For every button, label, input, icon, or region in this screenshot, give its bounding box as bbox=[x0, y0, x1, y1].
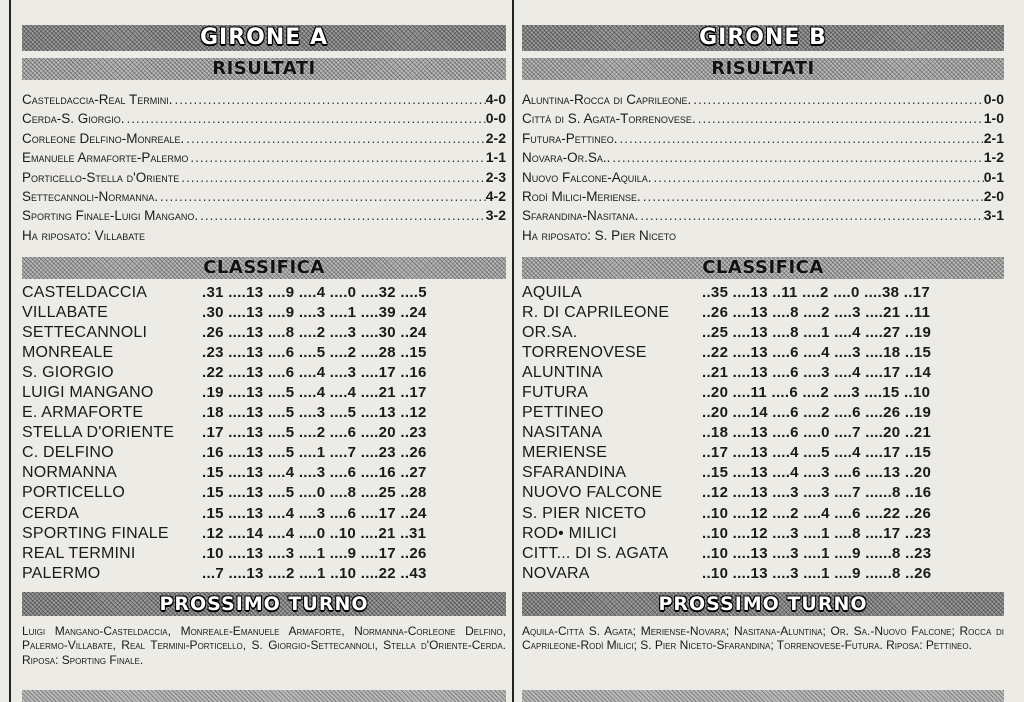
result-row: Rodì Milici-Meriense. ..... 2-0 bbox=[522, 187, 1004, 206]
standings-row: MONREALE .23 ....13 ....6 ....5 ....2 ....28 ..15 bbox=[22, 344, 427, 362]
standings-row: NORMANNA .15 ....13 ....4 ....3 ....6 ....16 ..27 bbox=[22, 464, 427, 482]
group-b-title-bar bbox=[522, 25, 1004, 51]
group-b-next-header: PROSSIMO TURNO bbox=[658, 593, 868, 615]
result-row: Settecannoli-Normanna. ..... 4-2 bbox=[22, 187, 506, 206]
center-rule bbox=[512, 0, 514, 702]
standings-row: TORRENOVESE ..22 ....13 ....6 ....4 ....3 ....18 ..15 bbox=[522, 344, 932, 362]
left-rule bbox=[9, 0, 11, 702]
group-a-standings-header: CLASSIFICA bbox=[203, 257, 325, 278]
group-b-rest-note: Ha riposato: S. Pier Niceto bbox=[522, 227, 677, 243]
result-row: Porticello-Stella d'Oriente ..... 2-3 bbox=[22, 168, 506, 187]
standings-row: AQUILA ..35 ....13 ..11 ....2 ....0 ....38 ..17 bbox=[522, 284, 930, 301]
standings-row: MERIENSE ..17 ....13 ....4 ....5 ....4 ....17 ..15 bbox=[522, 444, 932, 462]
group-a-next-round: Luigi Mangano-Casteldaccia, Monreale-Emanuele Armaforte, Normanna-Corleone Delfino, Palermo-Villabate, Real Termini-Porticello, S. Giorgio-Settecannoli, Stella d'Oriente-Cerda. Riposa: Sporting Finale. bbox=[22, 624, 506, 667]
standings-row: PETTINEO ..20 ....14 ....6 ....2 ....6 ....26 ..19 bbox=[522, 404, 932, 422]
result-row: Futura-Pettineo. ..... 2-1 bbox=[522, 129, 1004, 148]
group-a-results-bar bbox=[22, 58, 506, 80]
result-row: Città di S. Agata-Torrenovese. ..... 1-0 bbox=[522, 109, 1004, 128]
standings-row: NUOVO FALCONE ..12 ....13 ....3 ....3 ....7 ......8 ..16 bbox=[522, 484, 932, 502]
group-a-standings bbox=[22, 283, 506, 584]
standings-row: PORTICELLO .15 ....13 ....5 ....0 ....8 ....25 ..28 bbox=[22, 484, 427, 502]
standings-row: E. ARMAFORTE .18 ....13 ....5 ....3 ....5 ....13 ..12 bbox=[22, 404, 427, 422]
result-row: Sporting Finale-Luigi Mangano. ..... 3-2 bbox=[22, 206, 506, 225]
standings-row: REAL TERMINI .10 ....13 ....3 ....1 ....9 ....17 ..26 bbox=[22, 544, 427, 562]
group-b-next-round: Aquila-Città S. Agata; Meriense-Novara; Nasitana-Aluntina; Or. Sa.-Nuovo Falcone; Rocca di Caprileone-Rodì Milici; S. Pier Niceto-Sfarandina; Torrenovese-Futura. Riposa: Pettineo. bbox=[522, 624, 1004, 653]
standings-row: PALERMO ...7 ....13 ....2 ....1 ..10 ....22 ..43 bbox=[22, 564, 427, 582]
group-b-results-bar bbox=[522, 58, 1004, 80]
standings-row: SETTECANNOLI .26 ....13 ....8 ....2 ....3 ....30 ..24 bbox=[22, 324, 427, 342]
standings-row: CERDA .15 ....13 ....4 ....3 ....6 ....17 ..24 bbox=[22, 504, 427, 522]
standings-row: ROD• MILICI ..10 ....12 ....3 ....1 ....8 ....17 ..23 bbox=[522, 524, 932, 542]
result-row: Cerda-S. Giorgio. ..... 0-0 bbox=[22, 109, 506, 128]
standings-row: STELLA D'ORIENTE .17 ....13 ....5 ....2 ....6 ....20 ..23 bbox=[22, 424, 427, 442]
result-row: Emanuele Armaforte-Palermo ..... 1-1 bbox=[22, 148, 506, 167]
standings-row: S. GIORGIO .22 ....13 ....6 ....4 ....3 ....17 ..16 bbox=[22, 364, 427, 382]
group-a-column bbox=[22, 0, 506, 702]
group-a-results-header: RISULTATI bbox=[212, 58, 316, 79]
group-a-title: GIRONE A bbox=[199, 25, 328, 50]
result-row: Sfarandina-Nasitana. ..... 3-1 bbox=[522, 206, 1004, 225]
group-b-results-header: RISULTATI bbox=[711, 58, 815, 79]
result-row: Corleone Delfino-Monreale. ..... 2-2 bbox=[22, 129, 506, 148]
group-b-column bbox=[522, 0, 1004, 702]
standings-row: CITT... DI S. AGATA ..10 ....13 ....3 ....1 ....9 ......8 ..23 bbox=[522, 544, 932, 562]
result-row: Nuovo Falcone-Aquila. ..... 0-1 bbox=[522, 168, 1004, 187]
result-row: Casteldaccia-Real Termini. ..... 4-0 bbox=[22, 90, 506, 109]
standings-row: R. DI CAPRILEONE ..26 ....13 ....8 ....2 ....3 ....21 ..11 bbox=[522, 304, 931, 322]
group-a-results bbox=[22, 90, 506, 245]
group-b-next-bar bbox=[522, 592, 1004, 616]
standings-row: CASTELDACCIA .31 ....13 ....9 ....4 ....0 ....32 ....5 bbox=[22, 284, 427, 301]
group-b-standings-header: CLASSIFICA bbox=[702, 257, 824, 278]
standings-row: ALUNTINA ..21 ....13 ....6 ....3 ....4 ....17 ..14 bbox=[522, 364, 932, 382]
group-a-next-bar bbox=[22, 592, 506, 616]
group-b-results bbox=[522, 90, 1004, 245]
standings-row: NOVARA ..10 ....13 ....3 ....1 ....9 ......8 ..26 bbox=[522, 564, 932, 582]
group-a-rest-note: Ha riposato: Villabate bbox=[22, 227, 146, 243]
standings-row: LUIGI MANGANO .19 ....13 ....5 ....4 ....4 ....21 ..17 bbox=[22, 384, 427, 402]
standings-row: OR.SA. ..25 ....13 ....8 ....1 ....4 ....27 ..19 bbox=[522, 324, 932, 342]
standings-row: VILLABATE .30 ....13 ....9 ....3 ....1 ....39 ..24 bbox=[22, 304, 427, 322]
standings-row: NASITANA ..18 ....13 ....6 ....0 ....7 ....20 ..21 bbox=[522, 424, 932, 442]
group-b-title: GIRONE B bbox=[699, 25, 827, 50]
standings-row: FUTURA ..20 ....11 ....6 ....2 ....3 ....15 ..10 bbox=[522, 384, 931, 402]
result-row: Aluntina-Rocca di Caprileone. ..... 0-0 bbox=[522, 90, 1004, 109]
standings-row: SFARANDINA ..15 ....13 ....4 ....3 ....6 ....13 ..20 bbox=[522, 464, 932, 482]
group-a-standings-bar bbox=[22, 257, 506, 279]
standings-row: C. DELFINO .16 ....13 ....5 ....1 ....7 ....23 ..26 bbox=[22, 444, 427, 462]
result-row: Novara-Or.Sa.. ..... 1-2 bbox=[522, 148, 1004, 167]
group-b-standings bbox=[522, 283, 1004, 584]
standings-row: SPORTING FINALE .12 ....14 ....4 ....0 ..10 ....21 ..31 bbox=[22, 524, 427, 542]
group-b-standings-bar bbox=[522, 257, 1004, 279]
standings-row: S. PIER NICETO ..10 ....12 ....2 ....4 ....6 ....22 ..26 bbox=[522, 504, 932, 522]
group-a-footer-bar bbox=[22, 690, 506, 702]
group-a-title-bar bbox=[22, 25, 506, 51]
group-b-footer-bar bbox=[522, 690, 1004, 702]
group-a-next-header: PROSSIMO TURNO bbox=[159, 593, 369, 615]
